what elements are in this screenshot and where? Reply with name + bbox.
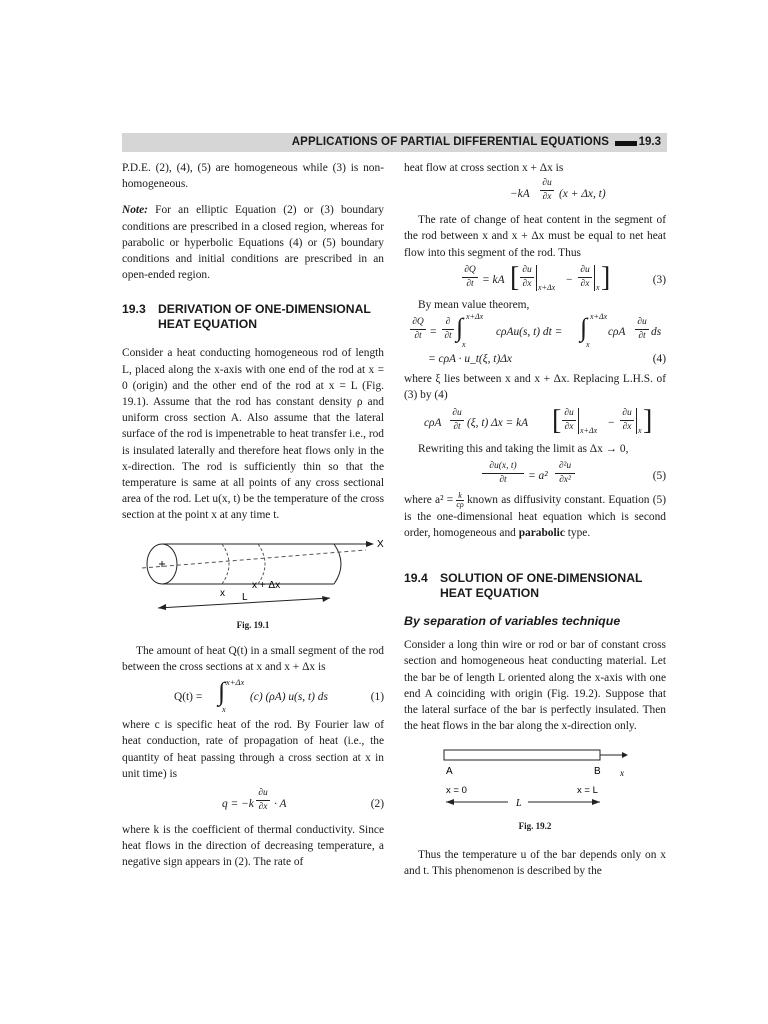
- eq5-lhs-denominator: ∂t: [499, 474, 507, 485]
- eq3-lhs-denominator: ∂t: [466, 278, 474, 289]
- integral-sign-2: ∫: [580, 313, 588, 343]
- paragraph-rod-description: Consider a heat conducting homogeneous rod of length L, placed along the x-axis with one end of the rod at x = 0 (origin) and the other end of the rod at x = L (Fig. 19.1). Assume that the rod has constant density ρ and uniform cross section A. Also assume that the lateral surface of the rod is impenetrable to heat transfer i.e., rod is insulated laterally and therefore heat flows only in the x-direction. The rod is sufficiently thin so that the temperature is same at all points of any cross sectional area of the rod. Let u(x, t) be the temperature of the cross section at the point x at any time t.: [122, 347, 384, 522]
- eq3-term2-subscript: x: [596, 282, 600, 292]
- eq34-term2-numerator: ∂u: [622, 408, 632, 419]
- eq34-term1-numerator: ∂u: [564, 408, 574, 419]
- fig2-label-L: L: [516, 798, 522, 810]
- equation-4-line1: [404, 312, 666, 351]
- paragraph-xi-between: where ξ lies between x and x + Δx. Replacing L.H.S. of (3) by (4): [404, 373, 666, 402]
- diffusivity-denominator: cρ: [456, 499, 464, 509]
- eq4-lhs-bar: [410, 329, 426, 330]
- eqa-rhs: (x + Δx, t): [559, 188, 606, 201]
- eq5-mid: = a²: [528, 469, 548, 482]
- eq3-minus: −: [566, 273, 573, 286]
- eq4-int2-numerator: ∂u: [637, 317, 647, 328]
- eq34-term1-denominator: ∂x: [564, 422, 574, 433]
- eq3-term1-bar: [520, 277, 534, 278]
- eq4-int2-bar: [635, 329, 649, 330]
- paragraph-limit: Rewriting this and taking the limit as Δx → 0,: [418, 443, 629, 456]
- eq5-rhs-denominator: ∂x²: [559, 474, 571, 485]
- eq1-integrand: (c) (ρA) u(s, t) ds: [250, 691, 328, 704]
- section-title: SOLUTION OF ONE-DIMENSIONAL HEAT EQUATION: [440, 571, 643, 601]
- fig1-label-L: L: [242, 591, 248, 603]
- fig2-label-x0: x = 0: [446, 785, 467, 797]
- equation-5: [404, 460, 666, 492]
- header-divider-bar: [615, 141, 637, 146]
- fig2-label-B: B: [594, 766, 601, 778]
- eq3-term1-subscript: x+Δx: [538, 282, 556, 292]
- eqa-lhs: −kA: [510, 188, 530, 201]
- eq5-lhs-numerator: ∂u(x, t): [489, 460, 517, 471]
- eq4-lhs-denominator: ∂t: [414, 331, 422, 342]
- integral-sign-1: ∫: [456, 313, 464, 343]
- diffusivity-lead: where a² =: [404, 493, 454, 506]
- paragraph-fourier-law: where c is specific heat of the rod. By Fourier law of heat conduction, rate of propagation of heat (i.e., the quantity of heat passing through a cross section at x in unit time) is: [122, 719, 384, 780]
- eq5-rhs-bar: [555, 473, 575, 474]
- eq34-term2-denominator: ∂x: [622, 422, 632, 433]
- eq1-upper-limit: x+Δx: [226, 677, 245, 688]
- eq3-number: (3): [652, 273, 666, 286]
- eq5-rhs-numerator: ∂²u: [558, 460, 572, 471]
- eq3-term1-eval-bar: [536, 265, 537, 291]
- running-header: [122, 133, 667, 152]
- paragraph-homogeneous: P.D.E. (2), (4), (5) are homogeneous while (3) is non-homogeneous.: [122, 162, 384, 191]
- eq34-term1-bar: [562, 420, 576, 421]
- fig1-label-x: x: [220, 587, 225, 599]
- eq3-left-bracket: [: [510, 261, 520, 293]
- subheading-separation-of-variables: By separation of variables technique: [404, 614, 621, 629]
- eq1-lhs: Q(t) =: [174, 691, 203, 704]
- paragraph-diffusivity: [404, 492, 666, 541]
- eq4-derivative-numerator: ∂: [445, 317, 451, 328]
- eq3-term1-denominator: ∂x: [522, 278, 532, 289]
- figure-caption-19-1: Fig. 19.1: [236, 619, 270, 630]
- eq5-number: (5): [652, 469, 666, 482]
- note-text: For an elliptic Equation (2) or (3) boundary conditions are prescribed in a closed region, whereas for parabolic or hyperbolic Equations (4) or (5) boundary conditions and initial conditions are prescribed in an open-ended region.: [122, 204, 384, 282]
- paragraph-rate-of-change: The rate of change of heat content in the segment of the rod between x and x + Δx must be equal to net heat flow into this segment of the rod. Thus: [404, 214, 666, 259]
- eq34-coeff: cρA: [424, 417, 442, 430]
- eq4-equals-1: =: [430, 326, 437, 339]
- paragraph-heat-flow: heat flow at cross section x + Δx is: [404, 162, 564, 174]
- equation-4-line2: [404, 351, 666, 367]
- eq2-number: (2): [370, 798, 384, 811]
- equation-1: [122, 679, 384, 715]
- eq1-lower-limit: x: [222, 704, 226, 715]
- diffusivity-fraction: [456, 492, 463, 509]
- eqa-fraction-bar: [540, 190, 554, 191]
- eq3-term2-bar: [578, 277, 592, 278]
- eq34-denominator: ∂t: [453, 422, 461, 433]
- eq3-lhs-numerator: ∂Q: [464, 264, 476, 275]
- fig1-label-x-dx: x + Δx: [252, 579, 281, 591]
- eq34-left-bracket: [: [552, 405, 562, 437]
- eq2-fraction-bar: [256, 800, 270, 801]
- diffusivity-numerator: k: [458, 490, 462, 500]
- parabolic-keyword: parabolic: [518, 526, 565, 539]
- eq34-numerator: ∂u: [452, 408, 462, 419]
- eq4-int2-ds: ds: [651, 326, 662, 339]
- eq34-term2-bar: [620, 420, 634, 421]
- eq5-lhs-bar: [482, 473, 524, 474]
- fig2-label-x: x: [620, 768, 624, 779]
- eq34-minus: −: [608, 417, 615, 430]
- eq3-term2-numerator: ∂u: [580, 264, 590, 275]
- eq1-number: (1): [370, 691, 384, 704]
- fig2-label-xL: x = L: [577, 785, 598, 797]
- eq4-mean-value-result: = cρA · u_t(ξ, t)Δx: [428, 353, 512, 366]
- section-number: 19.4: [404, 571, 428, 586]
- eq4-int1-upper: x+Δx: [466, 312, 484, 322]
- paragraph-temperature-depends: Thus the temperature u of the bar depends only on x and t. This phenomenon is described by the: [404, 848, 666, 877]
- eqa-numerator: ∂u: [542, 178, 552, 189]
- paragraph-amount-of-heat: The amount of heat Q(t) in a small segment of the rod between the cross sections at x and x + Δx is: [122, 644, 384, 674]
- eq34-term2-subscript: x: [638, 426, 642, 436]
- page-number: 19.3: [638, 136, 661, 148]
- fig2-label-A: A: [446, 766, 453, 778]
- eq4-int2-lower: x: [586, 340, 590, 350]
- note-paragraph: [122, 202, 384, 283]
- section-heading-19-4: [404, 571, 666, 601]
- diffusivity-text: known as diffusivity constant. Equation (5) is the one-dimensional heat equation which is second order, homogeneous and: [404, 493, 666, 539]
- diffusivity-end: type.: [564, 526, 591, 539]
- header-title: APPLICATIONS OF PARTIAL DIFFERENTIAL EQUATIONS: [291, 136, 609, 148]
- eq4-lhs-numerator: ∂Q: [412, 317, 424, 328]
- figure-caption-19-2: Fig. 19.2: [518, 821, 552, 832]
- equation-3: [404, 263, 666, 297]
- equation-heat-flow: [404, 178, 666, 208]
- eqa-denominator: ∂x: [542, 192, 552, 203]
- eq3-term1-numerator: ∂u: [522, 264, 532, 275]
- paragraph-thermal-conductivity: where k is the coefficient of thermal conductivity. Since heat flows in the direction of decreasing temperature, a negative sign appears in (2). The rate of: [122, 824, 384, 869]
- note-label: Note:: [122, 204, 148, 217]
- eq2-denominator: ∂x: [258, 802, 268, 813]
- eq2-rhs: · A: [274, 798, 287, 811]
- section-heading-19-3: [122, 302, 384, 332]
- eq4-derivative-denominator: ∂t: [444, 331, 452, 342]
- eq34-right-bracket: ]: [643, 405, 653, 437]
- figure-19-2-bar: [404, 746, 666, 818]
- paragraph-thin-wire: Consider a long thin wire or rod or bar of constant cross section and homogeneous heat conducting material. Let the bar be of length L oriented along the x-axis with one end A coinciding with origin (Fig. 19.2). Suppose that the lateral surface of the bar is perfectly insulated. Then the heat flows in the bar along the x-direction only.: [404, 639, 666, 733]
- eq4-int2-denominator: ∂t: [638, 331, 646, 342]
- eq3-mid: = kA: [482, 273, 505, 286]
- integral-sign: ∫: [218, 677, 226, 707]
- eq34-mid: (ξ, t) Δx = kA: [467, 417, 529, 430]
- eq4-int2-coeff: cρA: [608, 326, 626, 339]
- figure-19-1-rod: [122, 538, 384, 616]
- eq4-derivative-bar: [442, 329, 454, 330]
- eq3-right-bracket: ]: [601, 261, 611, 293]
- eq3-term2-denominator: ∂x: [580, 278, 590, 289]
- equation-2: [122, 786, 384, 820]
- right-column: [404, 160, 666, 879]
- equation-3-4-combined: [404, 405, 666, 441]
- eq4-int1-lower: x: [462, 340, 466, 350]
- left-column: [122, 160, 384, 871]
- eq34-term2-eval-bar: [636, 408, 637, 434]
- section-number: 19.3: [122, 302, 146, 317]
- eq3-term2-eval-bar: [594, 265, 595, 291]
- paragraph-mean-value: By mean value theorem,: [418, 298, 530, 311]
- eq4-number: (4): [652, 353, 666, 366]
- eq2-lhs: q = −k: [222, 798, 254, 811]
- eq4-int2-upper: x+Δx: [590, 312, 608, 322]
- eq3-lhs-bar: [462, 277, 478, 278]
- eq2-numerator: ∂u: [258, 788, 268, 799]
- eq34-bar: [450, 420, 464, 421]
- section-title: DERIVATION OF ONE-DIMENSIONAL HEAT EQUATION: [158, 302, 371, 332]
- eq4-int1-integrand: cρAu(s, t) dt =: [496, 326, 563, 339]
- fig1-axis-x: X: [377, 538, 384, 550]
- eq34-term1-eval-bar: [578, 408, 579, 434]
- eq34-term1-subscript: x+Δx: [580, 426, 598, 436]
